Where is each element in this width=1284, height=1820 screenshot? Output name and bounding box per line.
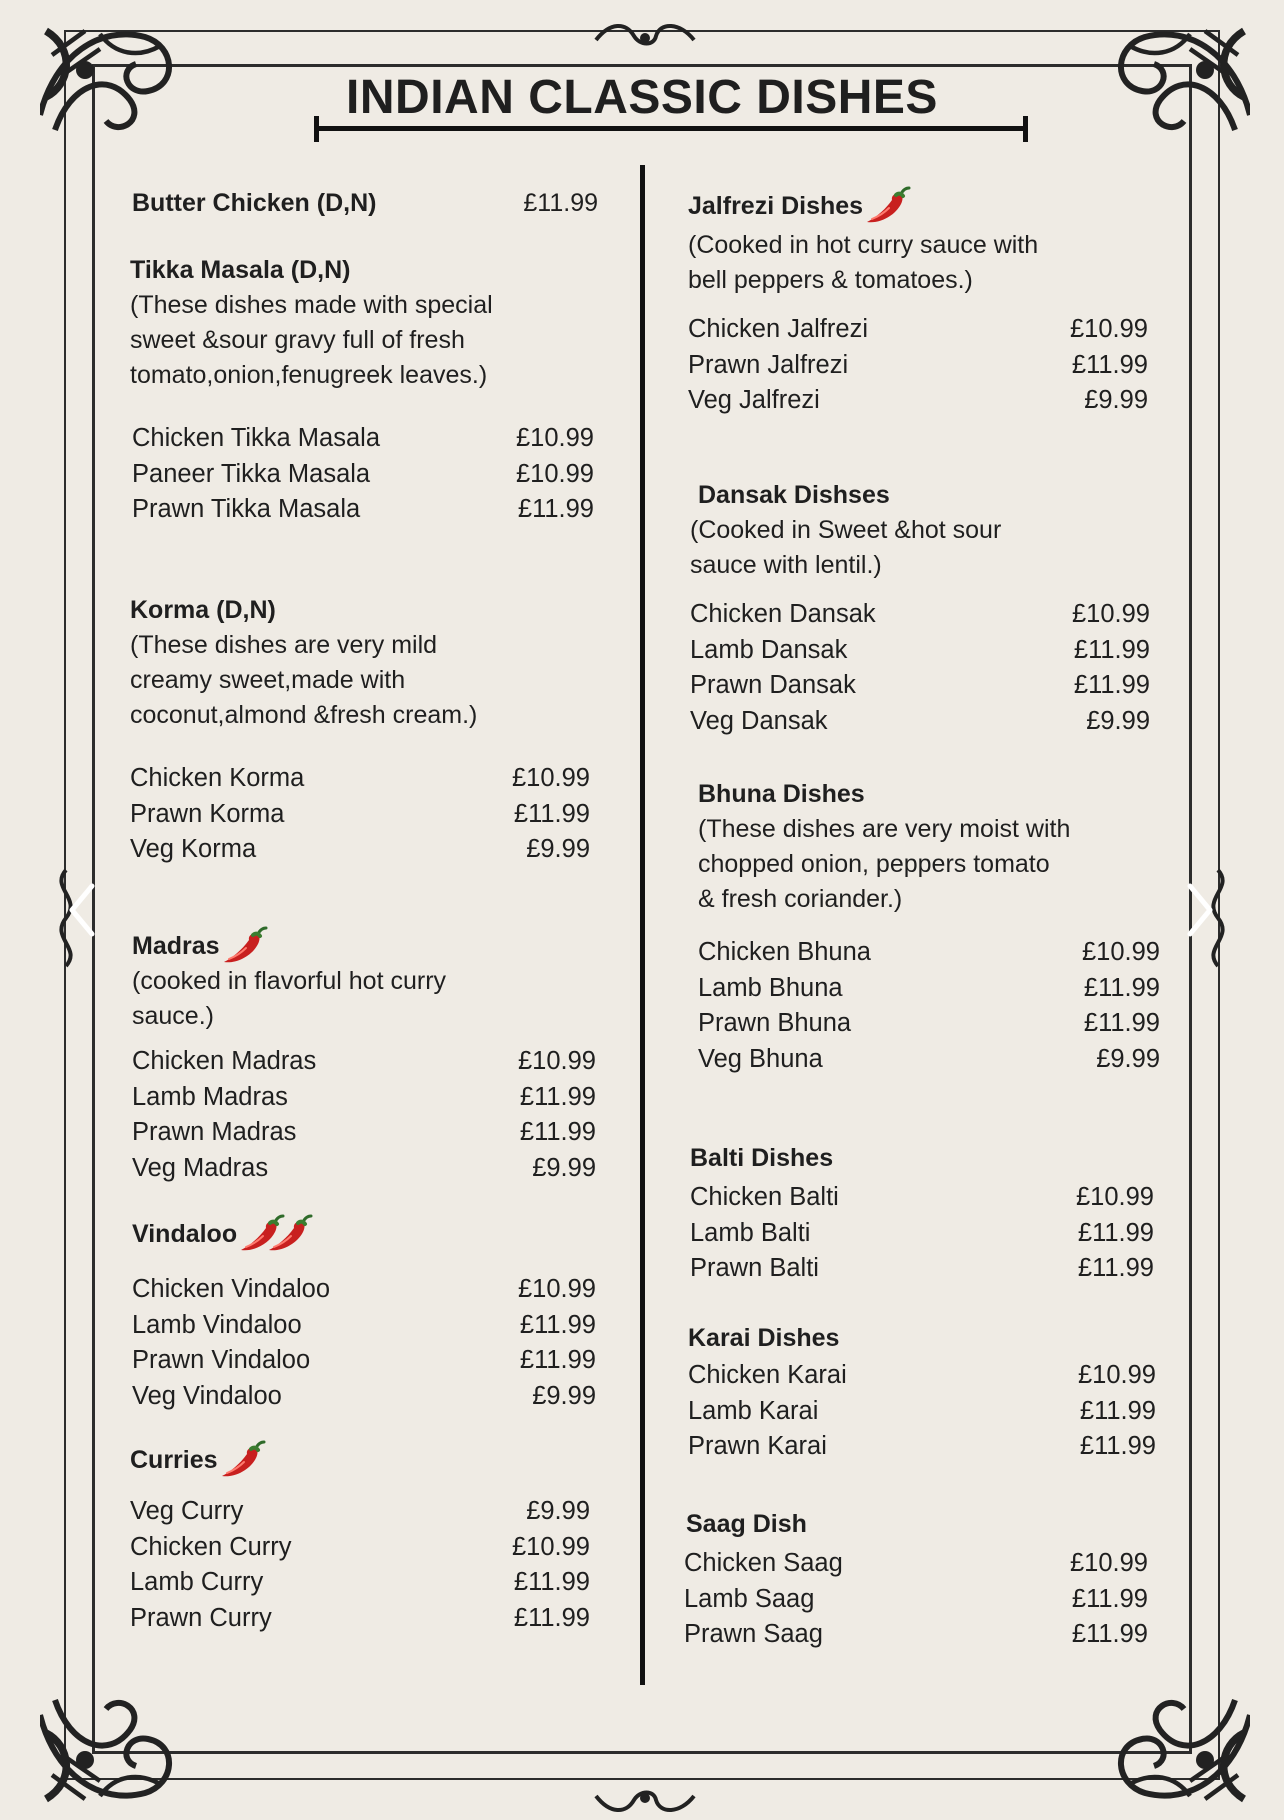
item-name: Lamb Vindaloo [132, 1310, 302, 1339]
section-title: Curries [130, 1446, 218, 1474]
item-list [688, 312, 1148, 419]
item-name: Prawn Bhuna [698, 1009, 852, 1038]
item-price: £11.99 [1071, 350, 1148, 379]
menu-item [690, 1180, 1154, 1216]
column-divider [640, 165, 645, 1685]
item-name: Chicken Saag [684, 1549, 843, 1577]
item-price: £11.99 [513, 1568, 590, 1597]
item-name: Veg Madras [132, 1154, 269, 1183]
section-description: (Cooked in Sweet &hot sour sauce with lentil.) [690, 516, 1002, 579]
chili-icon [267, 1214, 315, 1254]
section-tikka-masala [130, 254, 594, 528]
section-title: Karai Dishes [688, 1324, 840, 1352]
item-name: Chicken Jalfrezi [688, 315, 868, 343]
ornament-bottom-right [1100, 1670, 1250, 1820]
item-name: Prawn Dansak [690, 671, 856, 700]
chili-icon [222, 926, 270, 966]
section-title-row [688, 186, 1148, 226]
section-title: Dansak Dishses [698, 481, 890, 509]
butter-chicken-price: £11.99 [523, 189, 598, 217]
menu-item [684, 1582, 1148, 1618]
item-price: £11.99 [1083, 1009, 1160, 1038]
item-price: £10.99 [1072, 600, 1150, 628]
item-list [684, 1546, 1148, 1653]
section-jalfrezi [688, 186, 1148, 419]
item-name: Prawn Vindaloo [132, 1346, 311, 1375]
ornament-bottom-left [40, 1670, 190, 1820]
ornament-bottom-center [590, 1780, 700, 1820]
menu-item [130, 761, 590, 797]
item-price: £11.99 [1077, 1254, 1154, 1283]
previous-arrow-icon[interactable] [62, 880, 102, 940]
item-price: £11.99 [513, 799, 590, 828]
item-price: £11.99 [1079, 1432, 1156, 1461]
section-curries [130, 1440, 590, 1637]
section-title: Tikka Masala (D,N) [130, 256, 351, 284]
item-price: £11.99 [1077, 1218, 1154, 1247]
item-price: £9.99 [526, 835, 590, 864]
item-name: Prawn Balti [690, 1254, 819, 1283]
item-name: Veg Dansak [690, 707, 828, 736]
menu-item [132, 1151, 596, 1187]
item-name: Chicken Karai [688, 1361, 847, 1389]
item-name: Chicken Korma [130, 764, 305, 792]
item-name: Lamb Saag [684, 1584, 815, 1613]
menu-item [132, 457, 594, 493]
menu-item [698, 935, 1160, 971]
item-name: Prawn Korma [130, 799, 285, 828]
item-price: £9.99 [532, 1154, 596, 1183]
item-name: Lamb Curry [130, 1568, 264, 1597]
menu-item [690, 633, 1150, 669]
menu-item [690, 1216, 1154, 1252]
chili-icon [865, 186, 913, 226]
item-price: £11.99 [519, 1346, 596, 1375]
item-list [688, 1358, 1156, 1465]
item-list [132, 1044, 596, 1187]
menu-item [688, 312, 1148, 348]
section-title: Madras [132, 932, 220, 960]
item-name: Prawn Tikka Masala [132, 495, 361, 524]
item-price: £11.99 [1071, 1584, 1148, 1613]
item-name: Chicken Madras [132, 1047, 317, 1075]
section-description: (cooked in flavorful hot curry sauce.) [132, 967, 447, 1030]
ornament-top-right [1100, 10, 1250, 160]
section-korma [130, 594, 590, 868]
item-name: Prawn Madras [132, 1118, 297, 1147]
item-name: Prawn Curry [130, 1604, 272, 1633]
ornament-top-center [590, 16, 700, 56]
menu-item [688, 1394, 1156, 1430]
item-price: £11.99 [1073, 635, 1150, 664]
menu-item [688, 383, 1148, 419]
section-title-row [132, 1214, 596, 1254]
menu-item [698, 1042, 1160, 1078]
item-price: £10.99 [1078, 1361, 1156, 1389]
item-price: £11.99 [1083, 973, 1160, 1002]
item-name: Lamb Karai [688, 1396, 819, 1425]
menu-item [132, 492, 594, 528]
item-name: Prawn Saag [684, 1620, 823, 1649]
menu-item [684, 1546, 1148, 1582]
item-price: £9.99 [532, 1382, 596, 1411]
section-title: Bhuna Dishes [698, 780, 865, 808]
menu-item [132, 1080, 596, 1116]
item-name: Lamb Madras [132, 1082, 288, 1111]
section-title: Saag Dish [686, 1510, 807, 1538]
section-description: (These dishes are very mild creamy sweet,made with coconut,almond &fresh cream.) [130, 631, 478, 729]
section-title: Korma (D,N) [130, 596, 276, 624]
item-name: Chicken Bhuna [698, 938, 871, 966]
item-price: £11.99 [513, 1604, 590, 1633]
butter-chicken-row [132, 186, 598, 222]
menu-item [698, 1006, 1160, 1042]
ornament-top-left [40, 10, 190, 160]
menu-item [132, 1272, 596, 1308]
chili-icon [220, 1440, 268, 1480]
item-name: Prawn Jalfrezi [688, 350, 849, 379]
item-name: Veg Vindaloo [132, 1382, 282, 1411]
item-name: Veg Bhuna [698, 1045, 823, 1074]
item-list [690, 1180, 1154, 1287]
item-price: £11.99 [1071, 1620, 1148, 1649]
section-bhuna [698, 778, 1160, 1078]
menu-item [690, 704, 1150, 740]
section-madras [132, 926, 596, 1187]
item-price: £10.99 [1070, 315, 1148, 343]
item-name: Veg Curry [130, 1497, 244, 1525]
section-description: (These dishes made with special sweet &sour gravy full of fresh tomato,onion,fenugreek leaves.) [130, 291, 493, 389]
item-list [130, 1494, 590, 1637]
item-name: Lamb Dansak [690, 635, 848, 664]
menu-item [132, 1115, 596, 1151]
menu-item [690, 597, 1150, 633]
item-name: Chicken Balti [690, 1183, 839, 1211]
menu-item [688, 1358, 1156, 1394]
page-title: INDIAN CLASSIC DISHES [346, 71, 938, 124]
item-name: Chicken Vindaloo [132, 1275, 330, 1303]
item-list [130, 761, 590, 868]
section-title: Vindaloo [132, 1220, 238, 1248]
item-price: £10.99 [518, 1047, 596, 1075]
item-name: Prawn Karai [688, 1432, 827, 1461]
item-list [690, 597, 1150, 740]
item-name: Lamb Balti [690, 1218, 811, 1247]
item-list [698, 935, 1160, 1078]
item-price: £10.99 [518, 1275, 596, 1303]
section-description: (Cooked in hot curry sauce with bell peppers & tomatoes.) [688, 231, 1039, 294]
section-saag [684, 1508, 1148, 1653]
item-list [132, 1272, 596, 1415]
menu-item [130, 1601, 590, 1637]
section-title: Jalfrezi Dishes [688, 192, 864, 220]
menu-item [688, 348, 1148, 384]
item-price: £10.99 [1076, 1183, 1154, 1211]
menu-item [130, 1565, 590, 1601]
item-price: £11.99 [517, 495, 594, 524]
item-price: £11.99 [1079, 1396, 1156, 1425]
menu-item [132, 421, 594, 457]
menu-item [684, 1617, 1148, 1653]
menu-item [132, 1308, 596, 1344]
menu-item [130, 1494, 590, 1530]
item-price: £11.99 [519, 1082, 596, 1111]
item-price: £11.99 [1073, 671, 1150, 700]
section-title-row [130, 1440, 590, 1480]
section-dansak [690, 479, 1150, 740]
menu-item [130, 797, 590, 833]
item-name: Chicken Curry [130, 1532, 292, 1561]
item-name: Lamb Bhuna [698, 973, 843, 1002]
item-name: Chicken Tikka Masala [132, 424, 381, 452]
item-price: £11.99 [519, 1310, 596, 1339]
menu-item [130, 1530, 590, 1566]
item-list [130, 421, 594, 528]
menu-item [690, 1251, 1154, 1287]
next-arrow-icon[interactable] [1180, 880, 1220, 940]
section-title-row [132, 926, 596, 966]
section-karai [688, 1322, 1156, 1465]
menu-item [130, 832, 590, 868]
section-vindaloo [132, 1214, 596, 1415]
item-name: Veg Korma [130, 835, 257, 864]
butter-chicken-name: Butter Chicken (D,N) [132, 189, 377, 217]
menu-item [132, 1343, 596, 1379]
item-price: £10.99 [512, 764, 590, 792]
section-description: (These dishes are very moist with chopped onion, peppers tomato & fresh coriander.) [698, 815, 1071, 913]
menu-item [698, 971, 1160, 1007]
menu-item [690, 668, 1150, 704]
item-price: £9.99 [1084, 386, 1148, 415]
item-price: £9.99 [1096, 1045, 1160, 1074]
item-price: £11.99 [519, 1118, 596, 1147]
item-price: £9.99 [526, 1497, 590, 1525]
item-name: Chicken Dansak [690, 600, 876, 628]
section-balti [690, 1142, 1154, 1287]
item-price: £10.99 [512, 1532, 590, 1561]
item-name: Veg Jalfrezi [688, 386, 820, 415]
item-price: £9.99 [1086, 707, 1150, 736]
item-price: £10.99 [1070, 1549, 1148, 1577]
item-price: £10.99 [516, 424, 594, 452]
item-price: £10.99 [1082, 938, 1160, 966]
menu-item [688, 1429, 1156, 1465]
section-title: Balti Dishes [690, 1144, 834, 1172]
item-name: Paneer Tikka Masala [132, 459, 371, 488]
menu-item [132, 1379, 596, 1415]
title-underline [314, 126, 1028, 131]
item-price: £10.99 [516, 459, 594, 488]
menu-item [132, 1044, 596, 1080]
